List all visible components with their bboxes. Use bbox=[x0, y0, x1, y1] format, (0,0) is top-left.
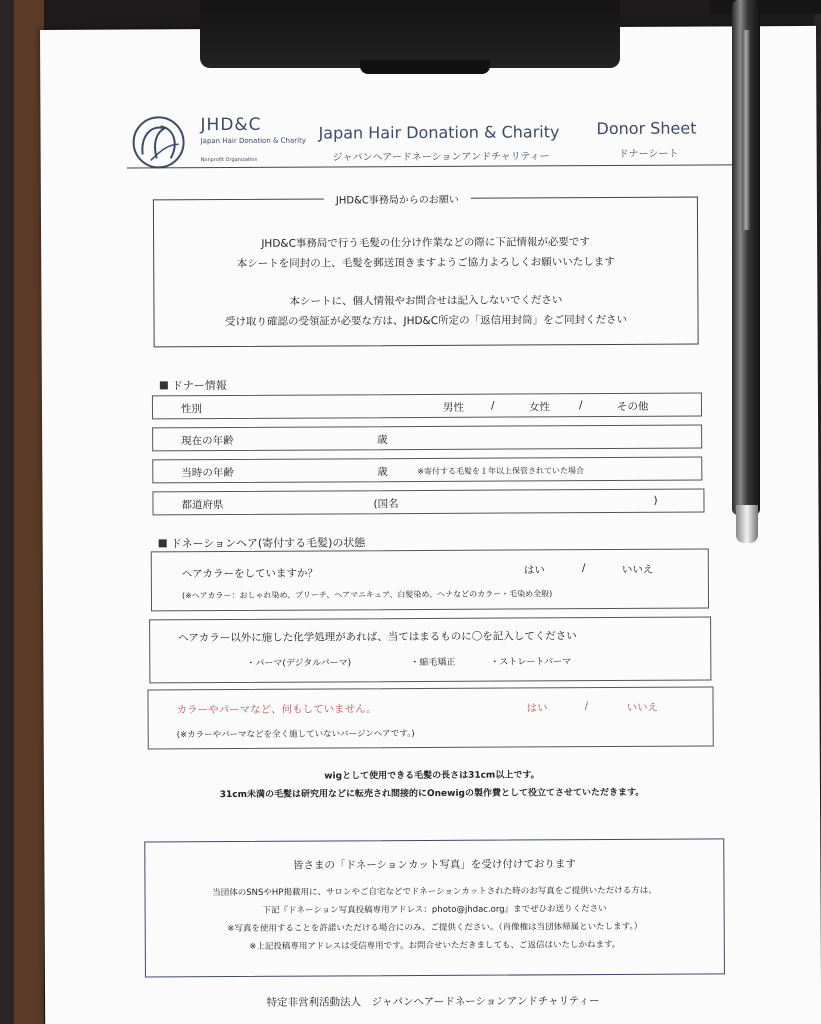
virgin-no[interactable]: いいえ bbox=[626, 701, 659, 714]
header-divider bbox=[127, 164, 733, 168]
age-then-label: 当時の年齢 bbox=[181, 466, 234, 480]
photo-request-box bbox=[144, 838, 725, 977]
length-info-line: wigとして使用できる毛髪の長さは31cm以上です。 bbox=[324, 770, 540, 782]
country-close: ) bbox=[653, 494, 658, 507]
hair-color-question: ヘアカラーをしていますか？ bbox=[181, 567, 318, 581]
org-title-ja: ジャパンヘアードネーションアンドチャリティー bbox=[332, 151, 550, 164]
gender-label: 性別 bbox=[180, 403, 203, 416]
photo-title: 皆さまの「ドネーションカット写真」を受け付けております bbox=[292, 858, 576, 872]
logo-nonprofit: Nonprofit Organization bbox=[200, 156, 258, 164]
hair-color-note: (※ヘアカラー：おしゃれ染め、ブリーチ、ヘアマニキュア、白髪染め、ヘナなどのカラー・毛染め全般) bbox=[181, 589, 553, 601]
donor-section-heading: ドナー情報 bbox=[160, 377, 227, 393]
gender-male[interactable]: 男性 bbox=[442, 401, 465, 414]
prefecture-row[interactable] bbox=[152, 489, 704, 516]
chem-option-straightening[interactable]: ・縮毛矯正 bbox=[410, 657, 456, 669]
sheet-title: Donor Sheet bbox=[596, 118, 697, 139]
virgin-hair-box[interactable] bbox=[147, 686, 713, 749]
chem-option-straight-perm[interactable]: ・ストレートパーマ bbox=[490, 657, 572, 668]
gender-row[interactable] bbox=[152, 393, 702, 420]
chemical-treatment-box[interactable] bbox=[149, 616, 711, 683]
chemical-question: ヘアカラー以外に施した化学処理があれば、当てはまるものに〇を記入してください bbox=[178, 630, 577, 645]
slash: / bbox=[581, 562, 586, 575]
age-unit: 歳 bbox=[377, 434, 388, 447]
hair-color-no[interactable]: いいえ bbox=[621, 563, 654, 576]
hair-color-box[interactable] bbox=[151, 549, 709, 612]
pen[interactable] bbox=[728, 0, 768, 545]
request-line: 本シートを同封の上、毛髪を郵送頂きますようご協力よろしくお願いいたします bbox=[236, 255, 615, 270]
gender-female[interactable]: 女性 bbox=[528, 401, 551, 414]
virgin-note: (※カラーやパーマなどを全く施していないバージンヘアです。) bbox=[176, 729, 415, 741]
pen-clip bbox=[742, 30, 750, 230]
current-age-label: 現在の年齢 bbox=[181, 434, 234, 448]
request-line: 本シートに、個人情報やお問合せは記入しないでください bbox=[289, 294, 563, 308]
square-bullet-icon bbox=[160, 381, 168, 389]
photo-line: 当団体のSNSやHP掲載用に、サロンやご自宅などでドネーションカットされた時のお写真をご提供いただける方は、 bbox=[212, 885, 657, 899]
footer-org-name: 特定非営利活動法人 ジャパンヘアードネーションアンドチャリティー bbox=[266, 995, 600, 1009]
slash: / bbox=[578, 399, 583, 412]
request-box bbox=[153, 194, 699, 348]
chem-option-perm[interactable]: ・パーマ(デジタルパーマ) bbox=[246, 658, 352, 669]
hair-section-heading: ドネーションヘア(寄付する毛髪)の状態 bbox=[159, 534, 366, 551]
slash: / bbox=[490, 399, 495, 412]
virgin-yes[interactable]: はい bbox=[526, 702, 548, 715]
square-bullet-icon bbox=[159, 539, 167, 547]
photo-line: 下記『ドネーション写真投稿専用アドレス：photo@jhdac.org』までぜひお送りください bbox=[262, 904, 607, 916]
logo-subtitle: Japan Hair Donation & Charity bbox=[200, 136, 306, 146]
length-info-line: 31cm未満の毛髪は研究用などに転売され間接的にOnewigの製作費として役立てさせていただきます。 bbox=[219, 787, 645, 801]
request-line: 受け取り確認の受領証が必要な方は、JHD&C所定の「返信用封筒」をご同封ください bbox=[224, 313, 628, 329]
gender-other[interactable]: その他 bbox=[616, 400, 649, 413]
age-then-row[interactable] bbox=[152, 457, 702, 484]
request-line: JHD&C事務局で行う毛髪の仕分け作業などの際に下記情報が必要です bbox=[261, 236, 590, 250]
request-title: JHD&C事務局からのお願い bbox=[324, 191, 471, 207]
binder-clip-tab bbox=[360, 60, 490, 74]
country-open: (国名 bbox=[373, 498, 399, 511]
pen-tip bbox=[736, 505, 758, 543]
org-title: Japan Hair Donation & Charity bbox=[318, 122, 560, 143]
current-age-row[interactable] bbox=[152, 425, 702, 452]
prefecture-label: 都道府県 bbox=[181, 499, 224, 512]
photo-line: ※上記投稿専用アドレスは受信専用です。お問合せいただきましても、ご返信はいたしかねます。 bbox=[249, 939, 621, 952]
slash: / bbox=[584, 700, 589, 713]
logo-name: JHD&C bbox=[200, 114, 262, 136]
jhdc-logo-icon bbox=[130, 114, 190, 170]
virgin-question: カラーやパーマなど、何もしていません。 bbox=[176, 703, 377, 717]
age-then-note: ※寄付する毛髪を１年以上保管されていた場合 bbox=[417, 466, 585, 477]
photo-line: ※写真を使用することを許諾いただける場合にのみ、ご提供ください。（肖像権は当団体帰属といたします。） bbox=[227, 921, 643, 935]
sheet-title-ja: ドナーシート bbox=[618, 148, 679, 160]
donor-sheet bbox=[40, 26, 821, 1024]
hair-color-yes[interactable]: はい bbox=[523, 564, 545, 577]
desk-edge bbox=[14, 0, 44, 1024]
age-unit: 歳 bbox=[377, 466, 388, 479]
binder-clip bbox=[200, 0, 620, 68]
